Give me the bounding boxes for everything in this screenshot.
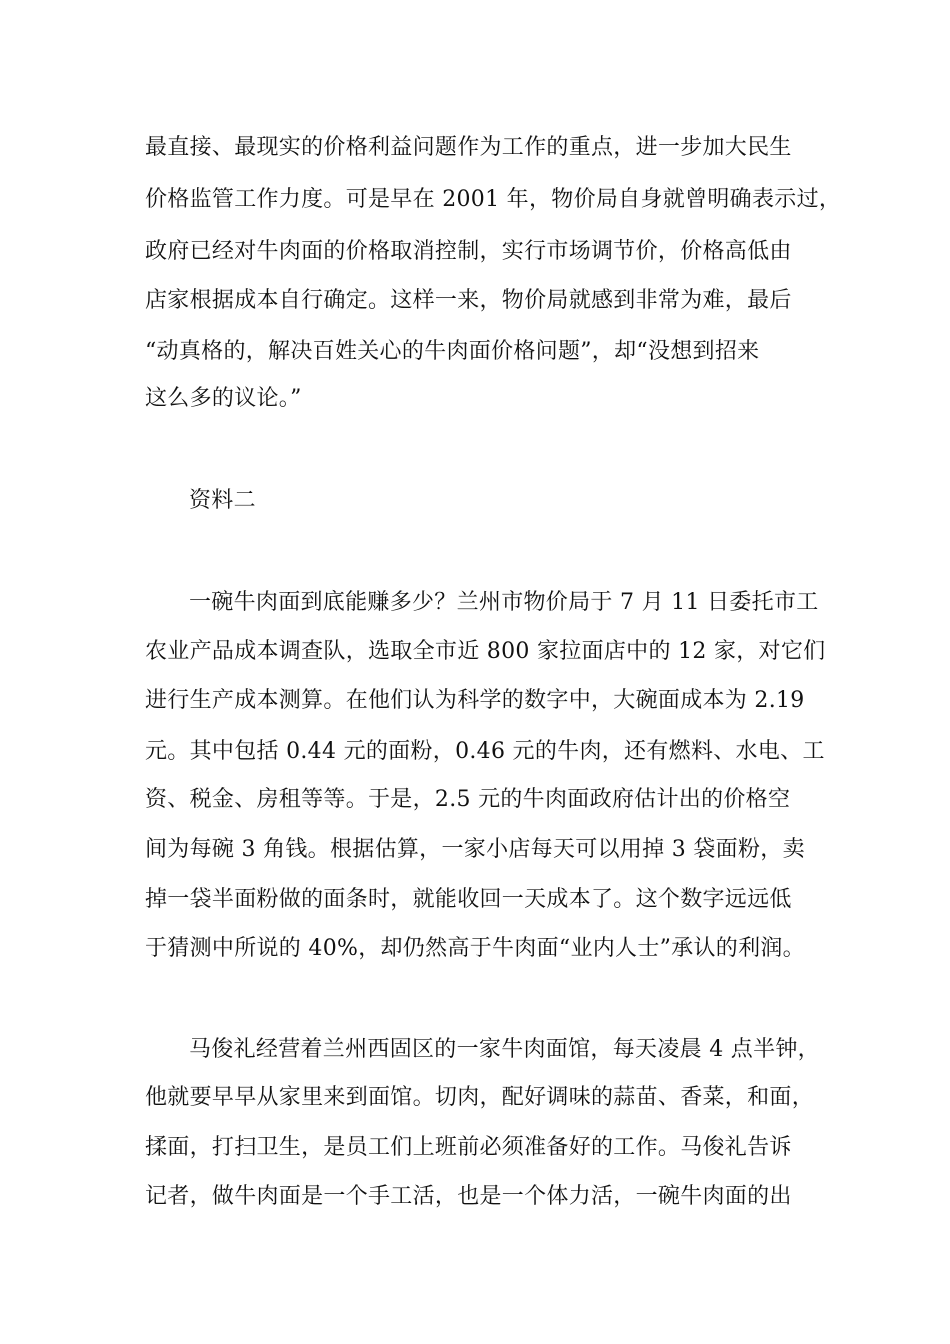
paragraph-2-line-2: 农业产品成本调查队，选取全市近 800 家拉面店中的 12 家，对它们 bbox=[145, 639, 826, 664]
section-heading: 资料二 bbox=[189, 488, 256, 513]
paragraph-2-line-5: 资、税金、房租等等。于是，2.5 元的牛肉面政府估计出的价格空 bbox=[145, 787, 791, 812]
paragraph-3-line-2: 他就要早早从家里来到面馆。切肉，配好调味的蒜苗、香菜，和面， bbox=[145, 1085, 815, 1110]
paragraph-1-line-2: 价格监管工作力度。可是早在 2001 年，物价局自身就曾明确表示过， bbox=[145, 187, 842, 212]
paragraph-2-line-3: 进行生产成本测算。在他们认为科学的数字中，大碗面成本为 2.19 bbox=[145, 688, 805, 713]
paragraph-3-line-3: 揉面，打扫卫生，是员工们上班前必须准备好的工作。马俊礼告诉 bbox=[145, 1135, 792, 1160]
paragraph-2-line-6: 间为每碗 3 角钱。根据估算，一家小店每天可以用掉 3 袋面粉，卖 bbox=[145, 837, 805, 862]
paragraph-2-line-7: 掉一袋半面粉做的面条时，就能收回一天成本了。这个数字远远低 bbox=[145, 887, 792, 912]
paragraph-2-line-4: 元。其中包括 0.44 元的面粉，0.46 元的牛肉，还有燃料、水电、工 bbox=[145, 739, 825, 764]
paragraph-2-line-1: 一碗牛肉面到底能赚多少？兰州市物价局于 7 月 11 日委托市工 bbox=[189, 590, 819, 615]
paragraph-1-line-1: 最直接、最现实的价格利益问题作为工作的重点，进一步加大民生 bbox=[145, 135, 792, 160]
paragraph-3-line-4: 记者，做牛肉面是一个手工活，也是一个体力活，一碗牛肉面的出 bbox=[145, 1184, 792, 1209]
paragraph-1-line-3: 政府已经对牛肉面的价格取消控制，实行市场调节价，价格高低由 bbox=[145, 239, 792, 264]
paragraph-1-line-6: 这么多的议论。” bbox=[145, 386, 302, 411]
paragraph-2-line-8: 于猜测中所说的 40%，却仍然高于牛肉面“业内人士”承认的利润。 bbox=[145, 936, 805, 961]
paragraph-3-line-1: 马俊礼经营着兰州西固区的一家牛肉面馆，每天凌晨 4 点半钟， bbox=[189, 1037, 820, 1062]
paragraph-1-line-5: “动真格的，解决百姓关心的牛肉面价格问题”，却“没想到招来 bbox=[145, 339, 760, 364]
paragraph-1-line-4: 店家根据成本自行确定。这样一来，物价局就感到非常为难，最后 bbox=[145, 288, 792, 313]
